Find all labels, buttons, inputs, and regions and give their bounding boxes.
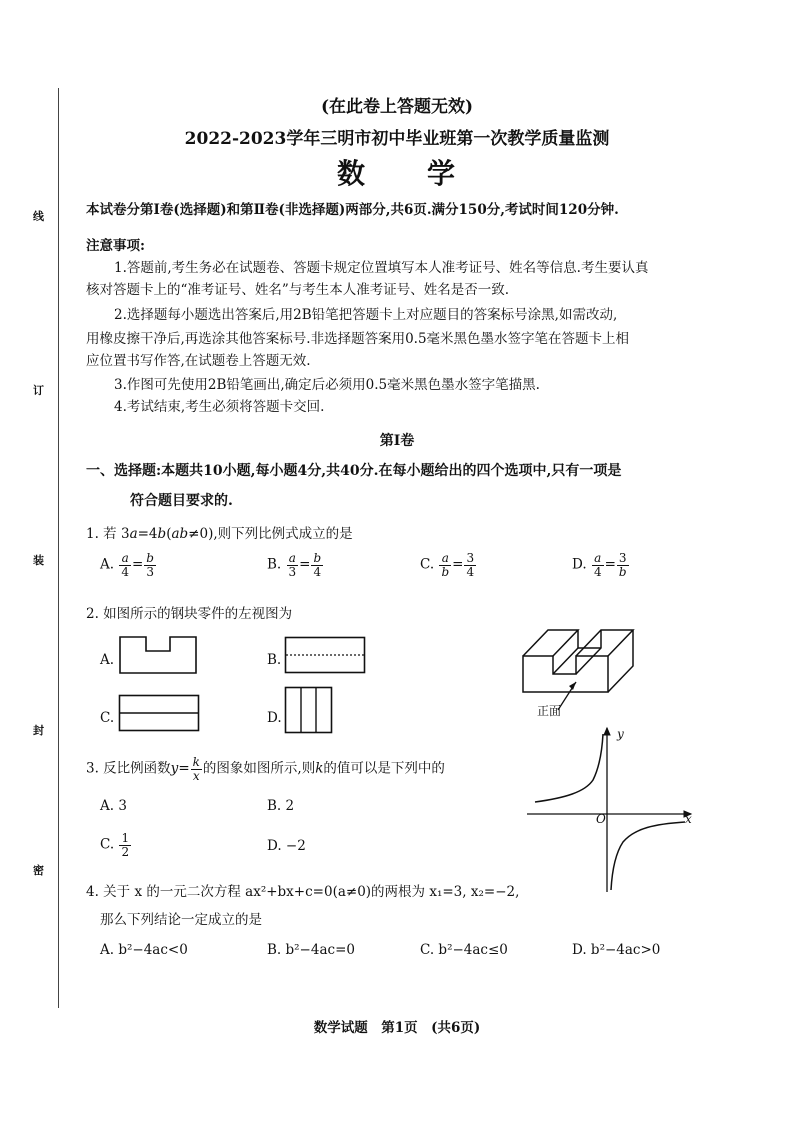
volume-heading: 第Ⅰ卷	[379, 433, 415, 449]
q3-option-c: C. $\frac{1}{2}$	[100, 831, 130, 859]
page-footer: 数学试题 第1页 (共6页)	[313, 1020, 481, 1036]
side-label-xian: 线	[33, 210, 44, 223]
question-4-stem: 4. 关于 x 的一元二次方程 ax²+bx+c=0(a≠0)的两根为 x₁=3, x₂=−2,	[86, 884, 520, 900]
q2-label-c: C.	[100, 710, 115, 726]
section-title-cont: 符合题目要求的.	[130, 493, 233, 509]
y-axis-label: y	[617, 727, 624, 741]
exam-intro: 本试卷分第Ⅰ卷(选择题)和第Ⅱ卷(非选择题)两部分,共6页.满分150分,考试时间120分钟.	[86, 202, 619, 218]
side-label-mi: 密	[33, 864, 44, 877]
q1-option-a: A. $\frac{a}{4}$ = $\frac{b}{3}$	[100, 551, 154, 579]
q2-label-b: B.	[267, 652, 282, 668]
question-4-stem-cont: 那么下列结论一定成立的是	[100, 912, 262, 928]
q1-option-c: C. $\frac{a}{b}$ = $\frac{3}{4}$	[420, 551, 475, 579]
question-1-stem: 1. 若 3a=4b(ab≠0),则下列比例式成立的是	[86, 526, 353, 542]
x-axis-label: x	[685, 812, 692, 826]
q2-label-d: D.	[267, 710, 282, 726]
section-title: 一、选择题:本题共10小题,每小题4分,共40分.在每小题给出的四个选项中,只有一项是	[86, 463, 622, 479]
q2-option-a-figure	[118, 635, 198, 675]
exam-title: 2022-2023学年三明市初中毕业班第一次教学质量监测	[184, 129, 610, 149]
q4-option-a: A. b²−4ac<0	[100, 942, 188, 958]
q4-option-b: B. b²−4ac=0	[267, 942, 355, 958]
note-line: 核对答题卡上的“准考证号、姓名”与考生本人准考证号、姓名是否一致.	[86, 282, 510, 298]
note-line: 1.答题前,考生务必在试题卷、答题卡规定位置填写本人准考证号、姓名等信息.考生要认真	[114, 260, 649, 276]
q1-option-d: D. $\frac{a}{4}$ = $\frac{3}{b}$	[572, 551, 627, 579]
note-line: 2.选择题每小题选出答案后,用2B铅笔把答题卡上对应题目的答案标号涂黑,如需改动,	[114, 307, 618, 323]
q1-option-b: B. $\frac{a}{3}$ = $\frac{b}{4}$	[267, 551, 322, 579]
origin-label: O	[596, 812, 606, 826]
question-3-stem: 3. 反比例函数y= $\frac{k}{x}$ 的图象如图所示,则k的值可以是下列中的	[86, 755, 445, 783]
side-label-feng: 封	[33, 724, 44, 737]
q3-option-d: D. −2	[267, 838, 306, 854]
q3-option-a: A. 3	[100, 798, 127, 814]
note-line: 用橡皮擦干净后,再选涂其他答案标号.非选择题答案用0.5毫米黑色墨水签字笔在答题卡上相	[86, 331, 630, 347]
question-2-stem: 2. 如图所示的钢块零件的左视图为	[86, 606, 293, 622]
q2-option-d-figure	[284, 686, 334, 734]
note-line: 4.考试结束,考生必须将答题卡交回.	[114, 399, 325, 415]
front-label: 正面	[537, 704, 562, 718]
q2-label-a: A.	[100, 652, 115, 668]
side-label-ding: 订	[33, 384, 44, 397]
q2-option-c-figure	[118, 694, 200, 732]
note-line: 应位置书写作答,在试题卷上答题无效.	[86, 353, 311, 369]
side-label-zhuang: 装	[33, 554, 44, 567]
hyperbola-graph	[525, 722, 700, 894]
subject-title: 数 学	[336, 157, 457, 190]
note-line: 3.作图可先使用2B铅笔画出,确定后必须用0.5毫米黑色墨水签字笔描黑.	[114, 377, 540, 393]
q3-option-b: B. 2	[267, 798, 295, 814]
q4-option-d: D. b²−4ac>0	[572, 942, 661, 958]
answer-invalid-notice: (在此卷上答题无效)	[320, 97, 474, 117]
binding-line	[58, 88, 59, 1008]
q2-option-b-figure	[284, 636, 366, 674]
q4-option-c: C. b²−4ac≤0	[420, 942, 508, 958]
notes-heading: 注意事项:	[86, 238, 145, 254]
